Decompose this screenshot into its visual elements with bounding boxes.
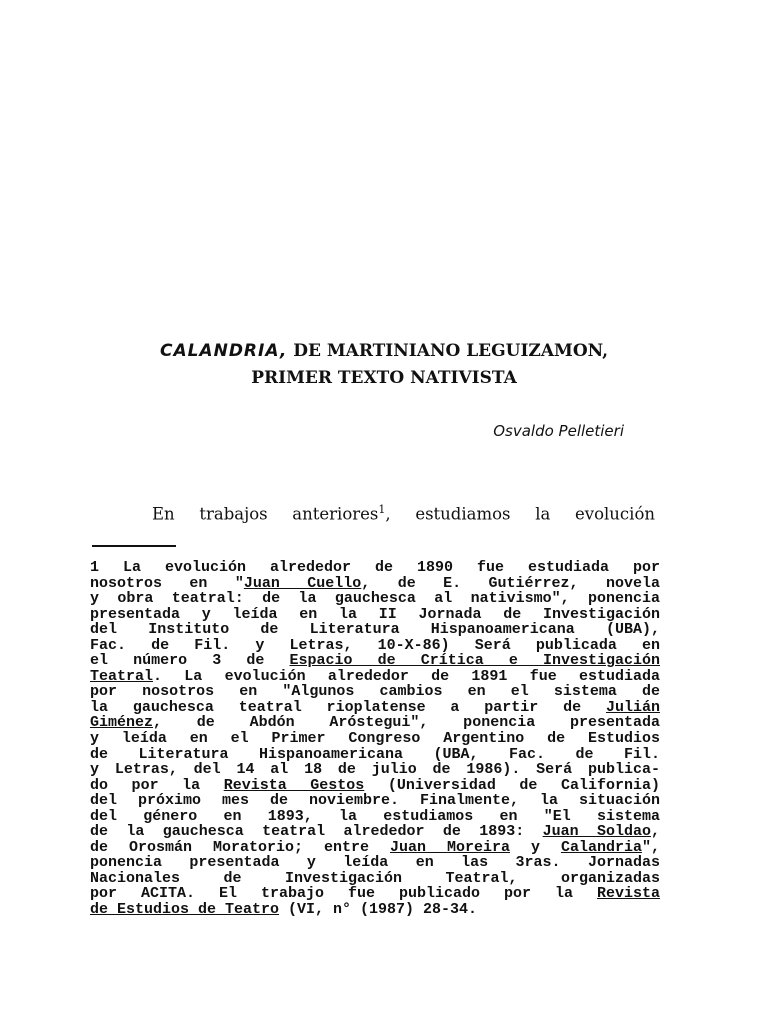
footnote-text: 1 La evolución alrededor de 1890 fue estudiada por bbox=[90, 559, 660, 576]
footnote-text: ponencia presentada y leída en las 3ras. Jornadas bbox=[90, 854, 660, 872]
underlined-title: Teatral bbox=[90, 667, 154, 685]
footnote-text: del próximo mes de noviembre. Finalmente, la situación bbox=[90, 792, 660, 810]
underlined-title: Giménez bbox=[90, 714, 154, 732]
footnote-line bbox=[90, 731, 660, 747]
title-italic-work: CALANDRIA, bbox=[159, 341, 288, 361]
body-text bbox=[152, 503, 655, 524]
footnote-line bbox=[90, 591, 660, 607]
footnote-text: do por la bbox=[90, 776, 224, 794]
title-line-1 bbox=[0, 338, 768, 365]
footnote-line bbox=[90, 778, 660, 794]
body-text-start: En trabajos anteriores bbox=[152, 504, 379, 524]
title-line-1-rest: DE MARTINIANO LEGUIZAMON, bbox=[287, 341, 609, 361]
underlined-title: Espacio de Crítica e Investigación bbox=[289, 652, 660, 670]
footnote-reference: 1 bbox=[378, 503, 386, 516]
footnote-line bbox=[90, 622, 660, 638]
underlined-title: Julián bbox=[605, 698, 660, 716]
footnote-line bbox=[90, 576, 660, 592]
footnote-separator bbox=[92, 545, 176, 547]
footnote-text: (Universidad de California) bbox=[364, 776, 661, 794]
footnote-line bbox=[90, 669, 660, 685]
footnote-line bbox=[90, 840, 660, 856]
footnote-line bbox=[90, 700, 660, 716]
footnote-text: por nosotros en "Algunos cambios en el sistema de bbox=[90, 683, 660, 701]
footnote-text: , de Abdón Aróstegui", ponencia presentada bbox=[153, 714, 660, 732]
footnote-line bbox=[90, 793, 660, 809]
body-text-end: , estudiamos la evolución bbox=[385, 504, 656, 524]
footnote-text: de Orosmán Moratorio; entre bbox=[90, 838, 390, 856]
footnote-line bbox=[90, 653, 660, 669]
footnote-line bbox=[90, 902, 660, 918]
footnote-line bbox=[90, 824, 660, 840]
footnote-line bbox=[90, 607, 660, 623]
footnote-line bbox=[90, 560, 660, 576]
footnote-text: , de E. Gutiérrez, novela bbox=[361, 574, 660, 592]
author-name: Osvaldo Pelletieri bbox=[493, 422, 624, 440]
underlined-title: Juan Soldao bbox=[542, 823, 651, 841]
article-title bbox=[0, 338, 768, 392]
footnote-line bbox=[90, 684, 660, 700]
footnote-text: de la gauchesca teatral alrededor de 1893: bbox=[90, 823, 543, 841]
footnote-line bbox=[90, 886, 660, 902]
footnote-text: del Instituto de Literatura Hispanoamericana (UBA), bbox=[90, 621, 660, 639]
footnote-line bbox=[90, 638, 660, 654]
footnote-text: , bbox=[650, 823, 660, 841]
footnote-line bbox=[90, 855, 660, 871]
footnote-line bbox=[90, 747, 660, 763]
footnote-text: presentada y leída en la II Jornada de Investigación bbox=[90, 605, 660, 623]
underlined-title: Calandria bbox=[560, 838, 642, 856]
footnote-text: por ACITA. El trabajo fue publicado por la bbox=[90, 885, 597, 903]
footnote-text: (VI, n° (1987) 28-34. bbox=[279, 901, 478, 919]
underlined-title: de Estudios de Teatro bbox=[90, 901, 280, 919]
footnote-text: Nacionales de Investigación Teatral, organizadas bbox=[90, 869, 660, 887]
title-line-2: PRIMER TEXTO NATIVISTA bbox=[251, 368, 517, 388]
footnote-text: la gauchesca teatral rioplatense a partir de bbox=[90, 698, 606, 716]
footnote-text: nosotros en " bbox=[90, 574, 244, 592]
footnote-text: y bbox=[509, 838, 561, 856]
underlined-title: Revista Gestos bbox=[223, 776, 365, 794]
footnote-text: ", bbox=[641, 838, 660, 856]
footnote-text: el número 3 de bbox=[90, 652, 290, 670]
footnote-text: y leída en el Primer Congreso Argentino de Estudios bbox=[90, 730, 660, 748]
footnote-line bbox=[90, 809, 660, 825]
footnote-text: de Literatura Hispanoamericana (UBA, Fac. de Fil. bbox=[90, 745, 660, 763]
footnote-line bbox=[90, 762, 660, 778]
footnote-line bbox=[90, 715, 660, 731]
footnote-text: . La evolución alrededor de 1891 fue estudiada bbox=[153, 667, 660, 685]
footnote-text: y Letras, del 14 al 18 de julio de 1986). Será publica- bbox=[90, 761, 660, 779]
footnote-text: y obra teatral: de la gauchesca al nativismo", ponencia bbox=[90, 590, 660, 608]
underlined-title: Juan Cuello bbox=[243, 574, 362, 592]
footnote-line bbox=[90, 871, 660, 887]
footnote bbox=[90, 560, 660, 918]
underlined-title: Revista bbox=[596, 885, 660, 903]
footnote-text: del género en 1893, la estudiamos en "El sistema bbox=[90, 807, 660, 825]
footnote-text: Fac. de Fil. y Letras, 10-X-86) Será publicada en bbox=[90, 636, 660, 654]
underlined-title: Juan Moreira bbox=[389, 838, 510, 856]
